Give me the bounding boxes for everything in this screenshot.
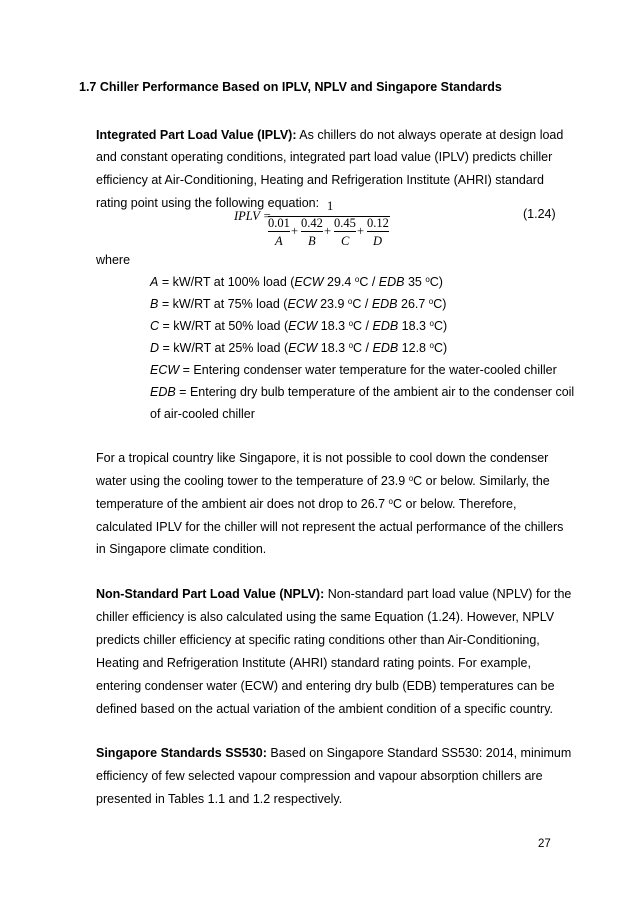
equation-numerator: 1: [327, 199, 334, 213]
term-c-bar: [334, 231, 356, 232]
equation-number: (1.24): [523, 207, 556, 221]
nplv-line-4: Heating and Refrigeration Institute (AHRI) standard rating points. For example,: [96, 656, 531, 670]
iplv-text-2: and constant operating conditions, integrated part load value (IPLV) predicts chiller: [96, 150, 553, 164]
tropical-line-2: water using the cooling tower to the temperature of 23.9 $^o$C or below. Similarly, the: [96, 474, 550, 488]
plus-sign-2: +: [324, 224, 332, 238]
plus-sign-3: +: [357, 224, 365, 238]
definition-d: D = kW/RT at 25% load (ECW 18.3 $^o$C / EDB 12.8 $^o$C): [150, 341, 448, 355]
term-d-numerator: 0.12: [367, 216, 389, 230]
term-b-numerator: 0.42: [301, 216, 323, 230]
iplv-text-4: rating point using the following equation:: [96, 196, 320, 210]
nplv-line-2: chiller efficiency is also calculated using the same Equation (1.24). However, NPLV: [96, 610, 555, 624]
term-a-bar: [268, 231, 290, 232]
iplv-text-3: efficiency at Air-Conditioning, Heating and Refrigeration Institute (AHRI) standard: [96, 173, 544, 187]
tropical-line-5: in Singapore climate condition.: [96, 542, 267, 556]
term-d-denominator: D: [373, 234, 383, 248]
term-b-denominator: B: [308, 234, 316, 248]
tropical-line-3: temperature of the ambient air does not drop to 26.7 $^o$C or below. Therefore,: [96, 497, 517, 511]
term-a-numerator: 0.01: [268, 216, 290, 230]
definition-edb: EDB = Entering dry bulb temperature of the ambient air to the condenser coil: [150, 385, 575, 399]
tropical-line-4: calculated IPLV for the chiller will not represent the actual performance of the chillers: [96, 520, 564, 534]
nplv-line-6: defined based on the actual variation of the ambient condition of a specific country.: [96, 702, 554, 716]
nplv-line-3: predicts chiller efficiency at specific rating conditions other than Air-Conditioning,: [96, 633, 540, 647]
term-b-bar: [301, 231, 323, 232]
definition-b: B = kW/RT at 75% load (ECW 23.9 $^o$C / EDB 26.7 $^o$C): [150, 297, 447, 311]
section-heading: 1.7 Chiller Performance Based on IPLV, NPLV and Singapore Standards: [79, 80, 502, 94]
term-d-bar: [367, 231, 389, 232]
nplv-line-5: entering condenser water (ECW) and entering dry bulb (EDB) temperatures can be: [96, 679, 555, 693]
ss530-title: Singapore Standards SS530:: [96, 746, 267, 760]
term-a-denominator: A: [275, 234, 283, 248]
ss530-line-2: efficiency of few selected vapour compression and vapour absorption chillers are: [96, 769, 543, 783]
iplv-text-1: As chillers do not always operate at design load: [296, 128, 564, 142]
nplv-line-1: Non-Standard Part Load Value (NPLV): Non-standard part load value (NPLV) for the: [96, 587, 572, 601]
definition-c: C = kW/RT at 50% load (ECW 18.3 $^o$C / EDB 18.3 $^o$C): [150, 319, 448, 333]
plus-sign-1: +: [291, 224, 299, 238]
where-label: where: [96, 253, 131, 267]
iplv-title: Integrated Part Load Value (IPLV):: [96, 128, 297, 142]
equation-lhs: IPLV =: [234, 209, 272, 223]
term-c-numerator: 0.45: [334, 216, 356, 230]
definition-ecw: ECW = Entering condenser water temperature for the water-cooled chiller: [150, 363, 557, 377]
definition-a: A = kW/RT at 100% load (ECW 29.4 $^o$C / EDB 35 $^o$C): [150, 275, 443, 289]
ss530-line-3: presented in Tables 1.1 and 1.2 respectively.: [96, 792, 343, 806]
ss530-line-1: Singapore Standards SS530: Based on Singapore Standard SS530: 2014, minimum: [96, 746, 572, 760]
page-number: 27: [538, 838, 551, 850]
tropical-line-1: For a tropical country like Singapore, it is not possible to cool down the condenser: [96, 451, 549, 465]
nplv-title: Non-Standard Part Load Value (NPLV):: [96, 587, 325, 601]
definition-edb-continued: of air-cooled chiller: [150, 407, 255, 421]
term-c-denominator: C: [341, 234, 350, 248]
